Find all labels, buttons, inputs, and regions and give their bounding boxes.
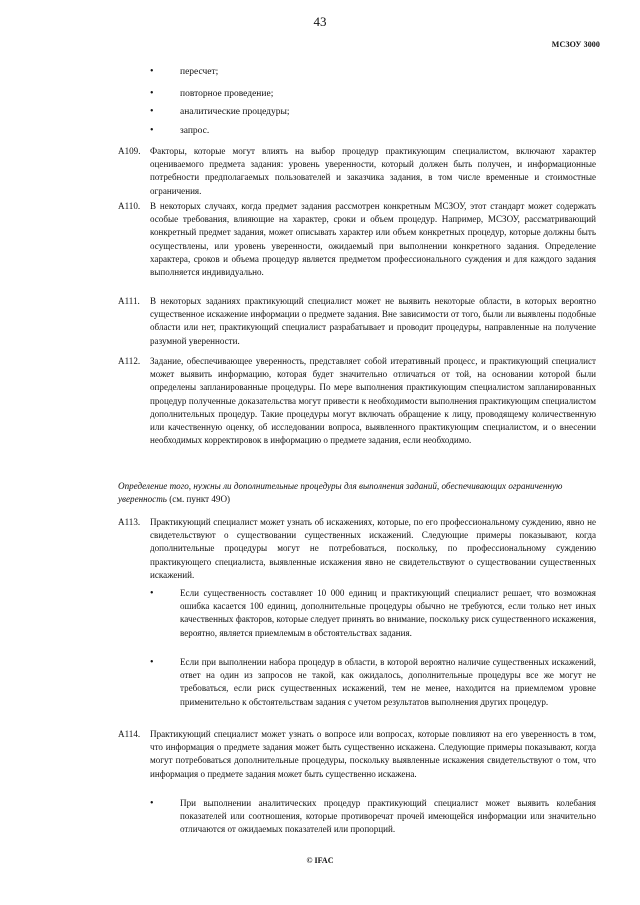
paragraph-text: В некоторых случаях, когда предмет задания рассмотрен конкретным МСЗОУ, этот стандарт может содержать особые требования, влияющие на характер, сроки и объем процедур. Например, МСЗОУ, рассматривающий конкретный предмет задания, может описывать характер или объем конкретных процедур, которые должны быть осуществлены, или уровень уверенности, ожидаемый при выполнении конкретного задания. Определение характера, сроков и объема процедур является предметом профессионального суждения и для каждого задания выполняется индивидуально. xyxy=(150,201,596,278)
document-code: МСЗОУ 3000 xyxy=(551,40,600,49)
bullet-icon: • xyxy=(150,588,154,599)
subheading-italic: Определение того, нужны ли дополнительные процедуры для выполнения заданий, обеспечивающих ограниченную уверенность xyxy=(118,481,563,505)
list-item-text: аналитические процедуры; xyxy=(180,107,290,117)
list-item-text: Если при выполнении набора процедур в области, в которой вероятно наличие существенных искажений, ответ на один из запросов не такой, как ожидалось, дополнительные процедуры все же могут не требоваться, если риск существенных искажений, тем не менее, находится на приемлемом уровне применительно к обстоятельствам задания с учетом результатов выполнения других процедур. xyxy=(180,657,596,707)
list-item-text: пересчет; xyxy=(180,67,219,77)
paragraph-number: A110. xyxy=(118,201,141,211)
paragraph-text: Практикующий специалист может узнать об искажениях, которые, по его профессиональному суждению, явно не свидетельствуют о существовании существенных искажений. Следующие примеры показывают, когда дополнительные процедуры могут не потребоваться, поскольку, по профессиональному суждению практикующего специалиста, выявленные искажения явно не свидетельствуют о существовании существенных искажений. xyxy=(150,517,596,580)
paragraph-text: Задание, обеспечивающее уверенность, представляет собой итеративный процесс, и практикующий специалист может выявить информацию, которая будет значительно отличаться от той, на основании которой были определены запланированные процедуры. По мере выполнения практикующим специалистом запланированных процедур полученные доказательства могут привести к необходимости выполнения практикующим специалистом дополнительных процедур. Такие процедуры могут включать обращение к лицу, проводящему количественную или качественную оценку, об исследовании вопроса, выявленного практикующим специалистом, и о внесении необходимых корректировок в информацию о предмете задания, если необходимо. xyxy=(150,356,596,446)
list-item-text: Если существенность составляет 10 000 единиц и практикующий специалист решает, что возможная ошибка касается 100 единиц, дополнительные процедуры обычно не требуются, если только нет иных качественных факторов, которые следует принять во внимание, поскольку риск существенного искажения, вероятно, является приемлемым в обстоятельствах задания. xyxy=(180,588,596,638)
list-item xyxy=(150,656,596,709)
bullet-icon: • xyxy=(150,106,154,117)
subheading-reference: (см. пункт 49О) xyxy=(166,494,231,505)
list-item xyxy=(150,797,596,837)
section-subheading xyxy=(118,480,598,506)
paragraph-a112 xyxy=(118,355,596,447)
paragraph-a110 xyxy=(118,200,596,279)
paragraph-number: A109. xyxy=(118,146,141,156)
list-item-text: При выполнении аналитических процедур практикующий специалист может выявить колебания показателей или соотношения, которые противоречат прочей имеющейся информации или значительно отличаются от ожидаемых показателей или пропорций. xyxy=(180,798,596,835)
paragraph-number: A111. xyxy=(118,296,140,306)
bullet-icon: • xyxy=(150,657,154,668)
page-number: 43 xyxy=(313,14,327,29)
paragraph-a109 xyxy=(118,145,596,198)
bullet-icon: • xyxy=(150,125,154,136)
paragraph-number: A112. xyxy=(118,356,141,366)
paragraph-text: В некоторых заданиях практикующий специалист может не выявить некоторые области, в которых вероятно существенное искажение информации о предмете задания. Вне зависимости от того, были ли выявлены подобные области или нет, практикующий специалист разрабатывает и проводит процедуры, направленные на получение разумной уверенности. xyxy=(150,296,596,346)
paragraph-a113 xyxy=(118,516,596,582)
paragraph-a114 xyxy=(118,728,596,781)
footer-copyright: © IFAC xyxy=(306,856,334,865)
paragraph-text: Факторы, которые могут влиять на выбор процедур практикующим специалистом, включают характер оцениваемого предмета задания: уровень уверенности, который должен быть получен, и информационные потребности предполагаемых пользователей и заказчика задания, в том числе временные и стоимостные ограничения. xyxy=(150,146,596,196)
list-item xyxy=(150,587,596,640)
list-item-text: запрос. xyxy=(180,126,210,136)
bullet-icon: • xyxy=(150,66,154,77)
bullet-icon: • xyxy=(150,798,154,809)
paragraph-text: Практикующий специалист может узнать о вопросе или вопросах, которые повлияют на его уверенность в том, что информация о предмете задания может быть существенно искажена. Следующие примеры показывают, когда могут потребоваться дополнительные процедуры, поскольку выявленные искажения свидетельствуют о том, что информация о предмете задания может быть существенно искажена. xyxy=(150,729,596,779)
bullet-icon: • xyxy=(150,88,154,99)
paragraph-number: A113. xyxy=(118,517,141,527)
list-item-text: повторное проведение; xyxy=(180,89,274,99)
paragraph-number: A114. xyxy=(118,729,141,739)
paragraph-a111 xyxy=(118,295,596,348)
